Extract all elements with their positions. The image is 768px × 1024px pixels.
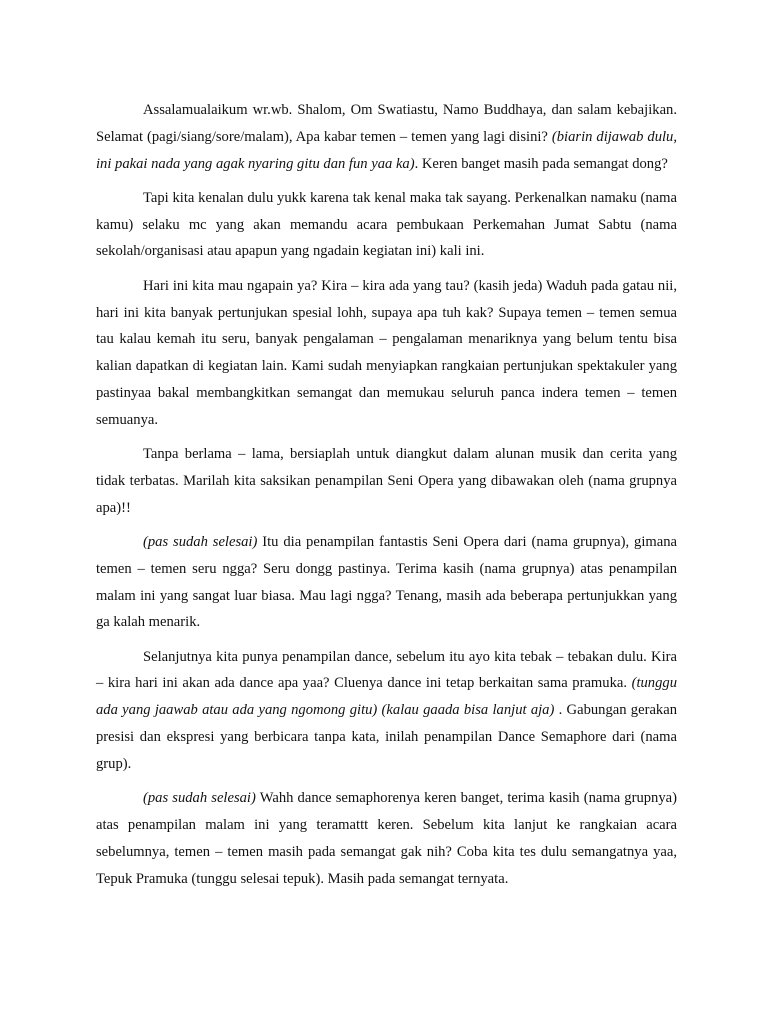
- text-segment: Itu dia penampilan fantastis Seni Opera dari (nama grupnya), gimana temen – temen seru ngga? Seru dongg pastinya. Terima kasih (nama grupnya) atas penampilan malam ini yang sangat luar biasa. Mau lagi ngga? Tenang, masih ada beberapa pertunjukkan yang ga kalah menarik.: [96, 533, 677, 631]
- paragraph-dance-closing: [96, 785, 677, 892]
- stage-direction-italic: (tunggu ada yang jaawab atau ada yang ngomong gitu) (kalau gaada bisa lanjut aja): [96, 675, 677, 719]
- text-segment: . Gabungan gerakan presisi dan ekspresi yang berbicara tanpa kata, inilah penampilan Dance Semaphore dari (nama grup).: [96, 702, 677, 772]
- text-segment: Wahh dance semaphorenya keren banget, terima kasih (nama grupnya) atas penampilan malam ini yang teramattt keren. Sebelum kita lanjut ke rangkaian acara sebelumnya, temen – temen masih pada semangat gak nih? Coba kita tes dulu semangatnya yaa, Tepuk Pramuka (tunggu selesai tepuk). Masih pada semangat ternyata.: [96, 790, 677, 887]
- text-segment: Assalamualaikum wr.wb. Shalom, Om Swatiastu, Namo Buddhaya, dan salam kebajikan. Selamat (pagi/siang/sore/malam), Apa kabar temen – temen yang lagi disini?: [96, 102, 677, 145]
- document-page: [96, 97, 677, 900]
- stage-direction-italic: (pas sudah selesai): [143, 790, 256, 807]
- paragraph-opera-intro: [96, 441, 677, 521]
- text-segment: . Keren banget masih pada semangat dong?: [414, 155, 668, 172]
- paragraph-dance-intro: [96, 644, 677, 778]
- paragraph-today-agenda: [96, 273, 677, 434]
- text-segment: Tanpa berlama – lama, bersiaplah untuk diangkut dalam alunan musik dan cerita yang tidak terbatas. Marilah kita saksikan penampilan Seni Opera yang dibawakan oleh (nama grupnya apa)!!: [96, 446, 677, 516]
- stage-direction-italic: (biarin dijawab dulu, ini pakai nada yang agak nyaring gitu dan fun yaa ka): [96, 128, 677, 172]
- paragraph-opera-closing: [96, 529, 677, 636]
- stage-direction-italic: (pas sudah selesai): [143, 533, 258, 550]
- paragraph-greeting: [96, 97, 677, 177]
- text-segment: Hari ini kita mau ngapain ya? Kira – kira ada yang tau? (kasih jeda) Waduh pada gatau nii, hari ini kita banyak pertunjukan spesial lohh, supaya apa tuh kak? Supaya temen – temen semua tau kalau kemah itu seru, banyak pengalaman – pengalaman menariknya yang belum tentu bisa kalian dapatkan di kegiatan lain. Kami sudah menyiapkan rangkaian pertunjukan spektakuler yang pastinyaa bakal membangkitkan semangat dan memukau seluruh panca indera temen – temen semuanya.: [96, 277, 677, 428]
- text-segment: Selanjutnya kita punya penampilan dance, sebelum itu ayo kita tebak – tebakan dulu. Kira – kira hari ini akan ada dance apa yaa? Cluenya dance ini tetap berkaitan sama pramuka.: [96, 648, 677, 692]
- text-segment: Tapi kita kenalan dulu yukk karena tak kenal maka tak sayang. Perkenalkan namaku (nama kamu) selaku mc yang akan memandu acara pembukaan Perkemahan Jumat Sabtu (nama sekolah/organisasi atau apapun yang ngadain kegiatan ini) kali ini.: [96, 189, 677, 260]
- paragraph-introduction: [96, 185, 677, 265]
